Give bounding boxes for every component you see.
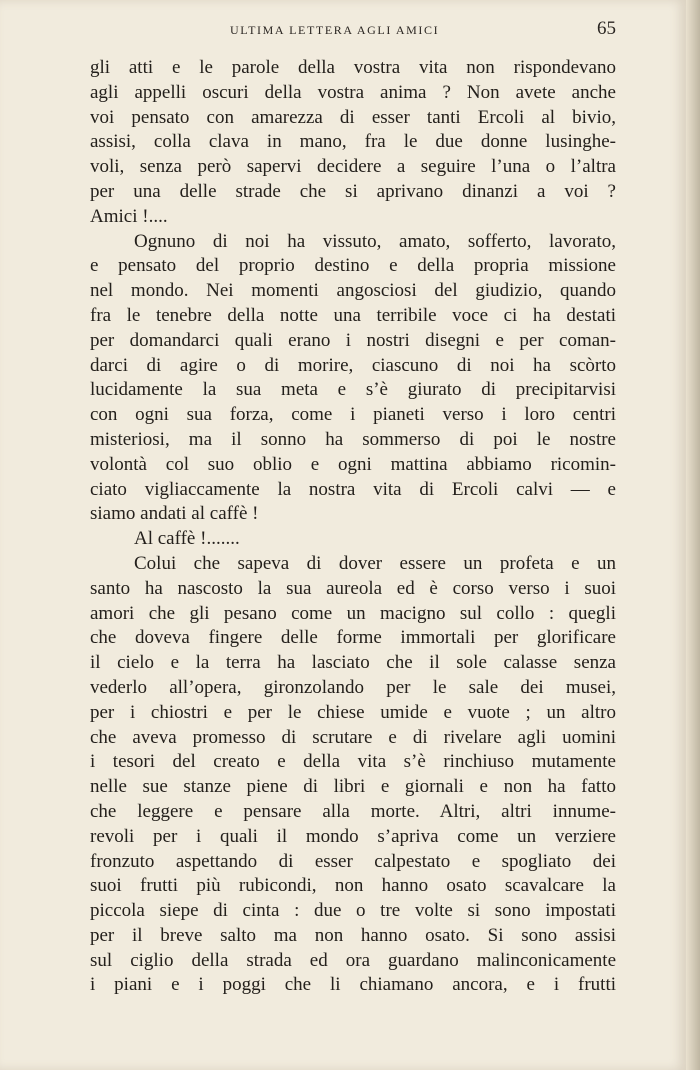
text-line: amori che gli pesano come un macigno sul collo : quegli — [90, 602, 616, 624]
text-line: assisi, colla clava in mano, fra le due donne lusinghe- — [90, 131, 616, 153]
text-line: gli atti e le parole della vostra vita non rispondevano — [90, 57, 616, 78]
text-line: voi pensato con amarezza di esser tanti Ercoli al bivio, — [90, 106, 616, 128]
text-line: per il breve salto ma non hanno osato. Si sono assisi — [90, 924, 616, 946]
text-line: volontà col suo oblio e ogni mattina abbiamo ricomin- — [90, 453, 616, 475]
text-line: Al caffè !....... — [134, 528, 240, 550]
text-line: vederlo all’opera, gironzolando per le sale dei musei, — [90, 676, 616, 698]
text-line: sul ciglio della strada ed ora guardano malinconicamente — [90, 949, 616, 971]
text-line: Colui che sapeva di dover essere un profeta e un — [134, 552, 616, 574]
text-line: misteriosi, ma il sonno ha sommerso di poi le nostre — [90, 428, 616, 450]
text-line: i piani e i poggi che li chiamano ancora, e i frutti — [90, 974, 616, 996]
text-line: che leggere e pensare alla morte. Altri, altri innume- — [90, 800, 616, 822]
text-line: fronzuto aspettando di esser calpestato e spogliato dei — [90, 850, 616, 872]
text-line: nelle sue stanze piene di libri e giornali e non ha fatto — [90, 776, 616, 798]
text-line: e pensato del proprio destino e della propria missione — [90, 255, 616, 277]
text-line: il cielo e la terra ha lasciato che il sole calasse senza — [90, 652, 616, 674]
text-line: i tesori del creato e della vita s’è rinchiuso mutamente — [90, 751, 616, 773]
text-line: che aveva promesso di scrutare e di rivelare agli uomini — [90, 726, 616, 748]
text-line: suoi frutti più rubicondi, non hanno osato scavalcare la — [90, 875, 616, 897]
text-line: per domandarci quali erano i nostri disegni e per coman- — [90, 329, 616, 351]
text-line: per una delle strade che si aprivano dinanzi a voi ? — [90, 180, 616, 202]
text-line: piccola siepe di cinta : due o tre volte si sono impostati — [90, 900, 616, 922]
text-line: lucidamente la sua meta e s’è giurato di precipitarvisi — [90, 379, 616, 401]
page-edge — [686, 0, 700, 1070]
text-line: darci di agire o di morire, ciascuno di noi ha scòrto — [90, 354, 616, 376]
text-line: fra le tenebre della notte una terribile voce ci ha destati — [90, 304, 616, 326]
text-line: con ogni sua forza, come i pianeti verso i loro centri — [90, 404, 616, 426]
text-line: ciato vigliaccamente la nostra vita di Ercoli calvi — e — [90, 478, 616, 500]
text-line: Ognuno di noi ha vissuto, amato, sofferto, lavorato, — [134, 230, 616, 252]
running-title: ULTIMA LETTERA AGLI AMICI — [230, 23, 440, 37]
text-line: Amici !.... — [90, 205, 168, 227]
text-line: revoli per i quali il mondo s’apriva come un verziere — [90, 825, 616, 847]
text-line: nel mondo. Nei momenti angosciosi del giudizio, quando — [90, 280, 616, 302]
text-line: per i chiostri e per le chiese umide e vuote ; un altro — [90, 701, 616, 723]
text-line: siamo andati al caffè ! — [90, 503, 259, 525]
text-line: agli appelli oscuri della vostra anima ? Non avete anche — [90, 81, 616, 103]
body-text — [90, 56, 616, 998]
page-number: 65 — [597, 18, 616, 39]
running-head — [90, 18, 616, 44]
text-line: voli, senza però sapervi decidere a seguire l’una o l’altra — [90, 156, 616, 178]
text-line: santo ha nascosto la sua aureola ed è corso verso i suoi — [90, 577, 616, 599]
text-line: che doveva fingere delle forme immortali per glorificare — [90, 627, 616, 649]
